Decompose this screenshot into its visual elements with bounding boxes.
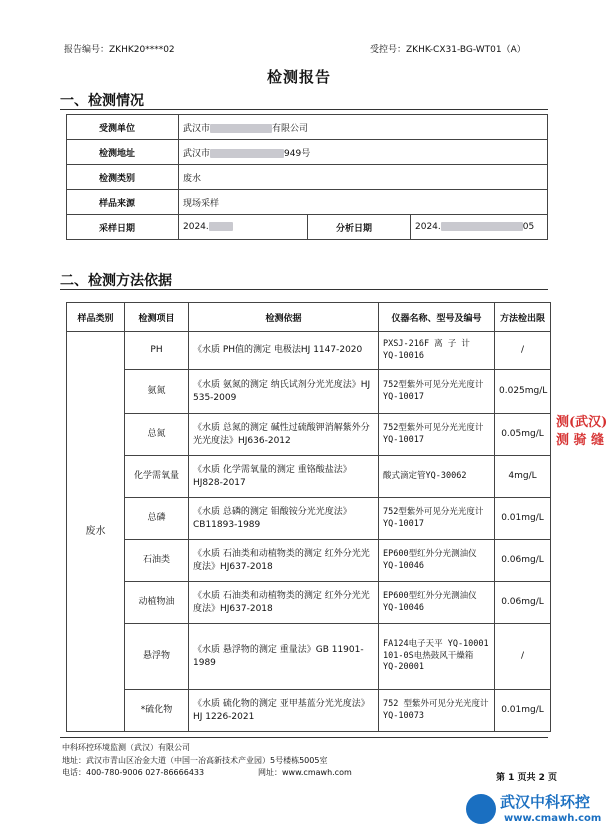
basis-cell: 《水质 石油类和动植物类的测定 红外分光光度法》HJ637-2018: [189, 582, 379, 624]
basis-cell: 《水质 氨氮的测定 纳氏试剂分光光度法》HJ 535-2009: [189, 370, 379, 414]
info-row: [67, 190, 548, 215]
sample-date-label: 采样日期: [67, 215, 179, 240]
limit-cell: 0.025mg/L: [495, 370, 551, 414]
table-row: [67, 582, 551, 624]
source-label: 样品来源: [67, 190, 179, 215]
basis-cell: 《水质 总磷的测定 钼酸铵分光光度法》CB11893-1989: [189, 498, 379, 540]
limit-cell: 0.06mg/L: [495, 582, 551, 624]
basis-cell: 《水质 悬浮物的测定 重量法》GB 11901-1989: [189, 624, 379, 690]
basis-cell: 《水质 PH值的测定 电极法HJ 1147-2020: [189, 332, 379, 370]
sample-date-value: 2024.: [179, 215, 308, 240]
methods-table: [66, 302, 551, 732]
column-header: 检测项目: [125, 303, 189, 332]
table-row: [67, 690, 551, 732]
source-value: 现场采样: [179, 190, 548, 215]
instrument-cell: EP600型红外分光测油仪YQ-10046: [379, 582, 495, 624]
footer-phone: 电话：400-780-9006 027-86666433: [62, 768, 205, 777]
inspection-info-table: [66, 114, 548, 240]
column-header: 检测依据: [189, 303, 379, 332]
item-cell: 氨氮: [125, 370, 189, 414]
watermark-logo: [466, 788, 602, 836]
section-heading-inspection: 一、检测情况: [60, 93, 144, 109]
instrument-cell: PXSJ-216F 离 子 计 YQ-10016: [379, 332, 495, 370]
section-divider: [60, 289, 548, 290]
item-cell: 总氮: [125, 414, 189, 456]
basis-cell: 《水质 化学需氧量的测定 重铬酸盐法》HJ828-2017: [189, 456, 379, 498]
redaction: [210, 149, 284, 158]
report-title: 检测报告: [266, 68, 331, 86]
analysis-date-label: 分析日期: [308, 215, 411, 240]
basis-cell: 《水质 总氮的测定 碱性过硫酸钾消解紫外分光光度法》HJ636-2012: [189, 414, 379, 456]
analysis-date-value: 2024. 05: [411, 215, 548, 240]
instrument-cell: 752型紫外可见分光光度计 YQ-10017: [379, 414, 495, 456]
instrument-cell: 752型紫外可见分光光度计 YQ-10017: [379, 370, 495, 414]
instrument-cell: EP600型红外分光测油仪YQ-10046: [379, 540, 495, 582]
footer-company: 中科环控环境监测（武汉）有限公司: [62, 743, 190, 752]
info-row: [67, 165, 548, 190]
limit-cell: 0.01mg/L: [495, 498, 551, 540]
instrument-cell: 752型紫外可见分光光度计 YQ-10017: [379, 498, 495, 540]
section-divider: [60, 109, 548, 110]
sample-type-cell: 废水: [67, 332, 125, 732]
instrument-cell: 752 型紫外可见分光光度计 YQ-10073: [379, 690, 495, 732]
address-value: 武汉市 949号: [179, 140, 548, 165]
column-header: 方法检出限: [495, 303, 551, 332]
footer-website: 网址：www.cmawh.com: [258, 768, 352, 777]
item-cell: 悬浮物: [125, 624, 189, 690]
type-label: 检测类别: [67, 165, 179, 190]
address-label: 检测地址: [67, 140, 179, 165]
column-header: 仪器名称、型号及编号: [379, 303, 495, 332]
limit-cell: 4mg/L: [495, 456, 551, 498]
logo-name: 武汉中科环控: [500, 793, 591, 811]
table-row: [67, 456, 551, 498]
footer-divider: [60, 737, 548, 738]
table-row: [67, 370, 551, 414]
logo-icon: [466, 794, 496, 824]
item-cell: *硫化物: [125, 690, 189, 732]
item-cell: PH: [125, 332, 189, 370]
info-row: [67, 140, 548, 165]
basis-cell: 《水质 硫化物的测定 亚甲基蓝分光光度法》HJ 1226-2021: [189, 690, 379, 732]
section-heading-methods: 二、检测方法依据: [60, 273, 172, 289]
item-cell: 石油类: [125, 540, 189, 582]
item-cell: 动植物油: [125, 582, 189, 624]
type-value: 废水: [179, 165, 548, 190]
limit-cell: /: [495, 624, 551, 690]
table-row: [67, 624, 551, 690]
instrument-cell: FA124电子天平 YQ-10001 101-0S电热鼓风干燥箱 YQ-20001: [379, 624, 495, 690]
unit-label: 受测单位: [67, 115, 179, 140]
basis-cell: 《水质 石油类和动植物类的测定 红外分光光度法》HJ637-2018: [189, 540, 379, 582]
info-row: [67, 215, 548, 240]
table-row: [67, 332, 551, 370]
limit-cell: 0.05mg/L: [495, 414, 551, 456]
instrument-cell: 酸式滴定管YQ-30062: [379, 456, 495, 498]
limit-cell: 0.06mg/L: [495, 540, 551, 582]
red-seal-stamp: 测(武汉) 测 骑 缝: [556, 415, 607, 448]
limit-cell: /: [495, 332, 551, 370]
limit-cell: 0.01mg/L: [495, 690, 551, 732]
table-row: [67, 540, 551, 582]
page-number: 第 1 页共 2 页: [496, 773, 558, 783]
item-cell: 化学需氧量: [125, 456, 189, 498]
logo-url: www.cmawh.com: [504, 813, 602, 824]
redaction: [210, 124, 272, 133]
redaction: [441, 222, 523, 231]
control-number: 受控号：ZKHK-CX31-BG-WT01（A）: [370, 45, 526, 55]
report-number: 报告编号：ZKHK20****02: [64, 45, 175, 55]
item-cell: 总磷: [125, 498, 189, 540]
table-row: [67, 498, 551, 540]
footer-address: 地址：武汉市青山区冶金大道（中国一冶高新技术产业园）5号楼栋5005室: [62, 756, 328, 765]
column-header: 样品类别: [67, 303, 125, 332]
unit-value: 武汉市 有限公司: [179, 115, 548, 140]
methods-header-row: [67, 303, 551, 332]
redaction: [209, 222, 233, 231]
info-row: [67, 115, 548, 140]
table-row: [67, 414, 551, 456]
